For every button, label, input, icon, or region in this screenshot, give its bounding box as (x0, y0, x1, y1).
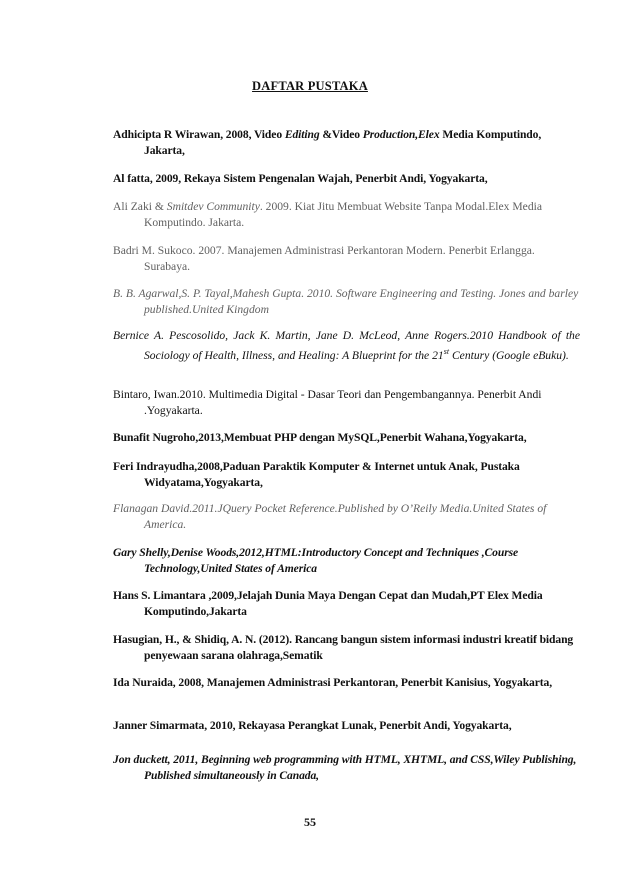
reference-text: Gary Shelly,Denise Woods,2012,HTML:Introductory Concept and Techniques ,Course Technology,United States of America (113, 546, 519, 575)
reference-entry (113, 752, 580, 784)
reference-text: Bunafit Nugroho,2013,Membuat PHP dengan MySQL,Penerbit Wahana,Yogyakarta, (113, 431, 527, 444)
reference-text: Smitdev Community (166, 200, 260, 213)
reference-entry (113, 430, 580, 446)
reference-text: Bernice A. Pescosolido, Jack K. Martin, Jane D. McLeod, Anne Rogers.2010 Handbook of the Sociology of Health, Illness, and Healing: A Blueprint for the 21 (113, 329, 580, 362)
reference-text: Hans S. Limantara ,2009,Jelajah Dunia Maya Dengan Cepat dan Mudah,PT Elex Media Komputindo,Jakarta (113, 589, 543, 618)
reference-entry (113, 588, 580, 620)
reference-entry (113, 199, 580, 231)
page-title: DAFTAR PUSTAKA (252, 79, 368, 93)
reference-entry (113, 328, 580, 364)
reference-entry (113, 501, 580, 533)
reference-entry (113, 545, 580, 577)
reference-text: . 2009. Kiat Jitu Membuat Website Tanpa Modal.Elex Media Komputindo. Jakarta. (144, 200, 542, 229)
reference-text: Flanagan David.2011.JQuery Pocket Reference.Published by O’Reily Media.United States of America. (113, 502, 547, 531)
reference-text: Production,Elex (362, 128, 440, 141)
reference-text: Adhicipta R Wirawan, 2008, Video (113, 128, 285, 141)
reference-entry (113, 171, 580, 187)
reference-entry (113, 387, 580, 419)
reference-text: Feri Indrayudha,2008,Paduan Paraktik Komputer & Internet untuk Anak, Pustaka Widyatama,Yogyakarta, (113, 460, 520, 489)
reference-text: Media Komputindo, Jakarta, (144, 128, 542, 157)
reference-text: Bintaro, Iwan.2010. Multimedia Digital - Dasar Teori dan Pengembangannya. Penerbit Andi .Yogyakarta. (113, 388, 542, 417)
reference-text: Century (Google eBuku). (449, 348, 569, 362)
reference-entry (113, 127, 580, 159)
reference-entry (113, 286, 580, 318)
reference-text: Ida Nuraida, 2008, Manajemen Administrasi Perkantoran, Penerbit Kanisius, Yogyakarta, (113, 676, 553, 689)
reference-text: Al fatta, 2009, Rekaya Sistem Pengenalan Wajah, Penerbit Andi, Yogyakarta, (113, 172, 488, 185)
reference-entry (113, 632, 580, 664)
reference-entry (113, 459, 580, 491)
reference-text: Ali Zaki & (113, 200, 167, 213)
page-number: 55 (304, 815, 316, 829)
reference-text: Editing (284, 128, 320, 141)
reference-text: Badri M. Sukoco. 2007. Manajemen Administrasi Perkantoran Modern. Penerbit Erlangga. Surabaya. (113, 244, 535, 273)
reference-text: B. B. Agarwal,S. P. Tayal,Mahesh Gupta. 2010. Software Engineering and Testing. Jones and barley published.United Kingdom (113, 287, 579, 316)
reference-entry (113, 675, 580, 691)
reference-text: st (443, 347, 450, 356)
reference-entry (113, 243, 580, 275)
reference-text: Jon duckett, 2011, Beginning web programming with HTML, XHTML, and CSS,Wiley Publishing, Published simultaneously in Canada, (113, 753, 577, 782)
reference-entry (113, 718, 580, 734)
reference-text: &Video (319, 128, 363, 141)
reference-text: Hasugian, H., & Shidiq, A. N. (2012). Rancang bangun sistem informasi industri kreatif bidang penyewaan sarana olahraga,Sematik (113, 633, 574, 662)
reference-text: Janner Simarmata, 2010, Rekayasa Perangkat Lunak, Penerbit Andi, Yogyakarta, (113, 719, 512, 732)
